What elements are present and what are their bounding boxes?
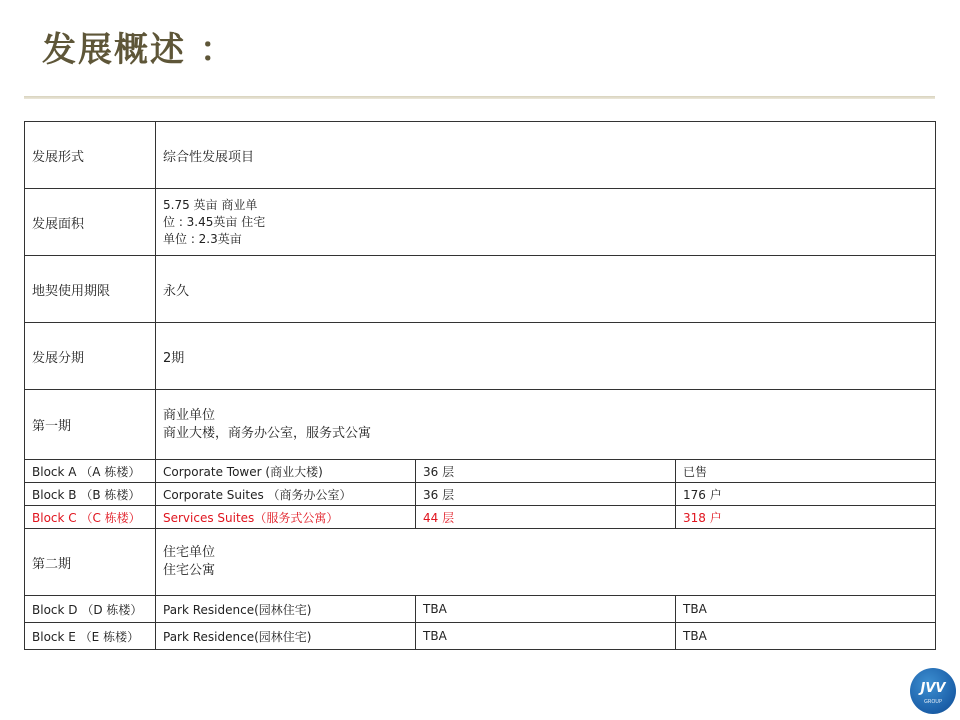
value-line: 单位 : 2.3英亩 [163,231,242,246]
value-line: 2期 [163,350,185,366]
value-line: 位 : 3.45英亩 住宅 [163,214,266,229]
row-value [156,323,936,390]
floors-cell: 44 层 [416,506,676,529]
row-label: 发展面积 [25,189,156,256]
page-title: 发展概述 ： [42,30,236,70]
row-phase-2 [25,529,936,596]
block-name-cell: Park Residence(园林住宅) [156,623,416,650]
floors-cell: TBA [416,596,676,623]
units-cell: TBA [676,623,936,650]
title-divider [24,96,935,99]
floors-cell: TBA [416,623,676,650]
block-name-cell: Park Residence(园林住宅) [156,596,416,623]
value-line: 住宅公寓 [163,563,216,578]
row-label: 发展分期 [25,323,156,390]
row-value [156,122,936,189]
block-name-cell: Corporate Tower (商业大楼) [156,460,416,483]
row-development-type [25,122,936,189]
value-line: 商业大楼，商务办公室，服务式公寓 [163,425,372,441]
row-value [156,390,936,460]
block-row-e [25,623,936,650]
block-cell: Block A （A 栋楼） [25,460,156,483]
development-overview-table [24,121,936,650]
block-row-a [25,460,936,483]
value-line: 住宅单位 [163,545,216,560]
units-cell: TBA [676,596,936,623]
row-value [156,256,936,323]
logo-text: JVV [920,681,946,696]
block-cell: Block D （D 栋楼） [25,596,156,623]
block-row-c-highlighted [25,506,936,529]
value-line: 综合性发展项目 [163,149,255,165]
row-label: 第二期 [25,529,156,596]
row-land-tenure [25,256,936,323]
block-row-b [25,483,936,506]
units-cell: 已售 [676,460,936,483]
row-value [156,189,936,256]
block-cell: Block B （B 栋楼） [25,483,156,506]
block-cell: Block E （E 栋楼） [25,623,156,650]
floors-cell: 36 层 [416,483,676,506]
value-line: 永久 [163,283,190,299]
block-name-cell: Corporate Suites （商务办公室） [156,483,416,506]
block-name-cell: Services Suites（服务式公寓） [156,506,416,529]
floors-cell: 36 层 [416,460,676,483]
row-label: 第一期 [25,390,156,460]
row-value [156,529,936,596]
row-development-phases [25,323,936,390]
value-line: 商业单位 [163,407,216,423]
row-label: 发展形式 [25,122,156,189]
block-cell: Block C （C 栋楼） [25,506,156,529]
units-cell: 176 户 [676,483,936,506]
units-cell: 318 户 [676,506,936,529]
row-label: 地契使用期限 [25,256,156,323]
value-line: 5.75 英亩 商业单 [163,197,258,212]
logo-subtext: GROUP [924,699,942,705]
company-logo [910,668,956,714]
block-row-d [25,596,936,623]
row-development-area [25,189,936,256]
row-phase-1 [25,390,936,460]
